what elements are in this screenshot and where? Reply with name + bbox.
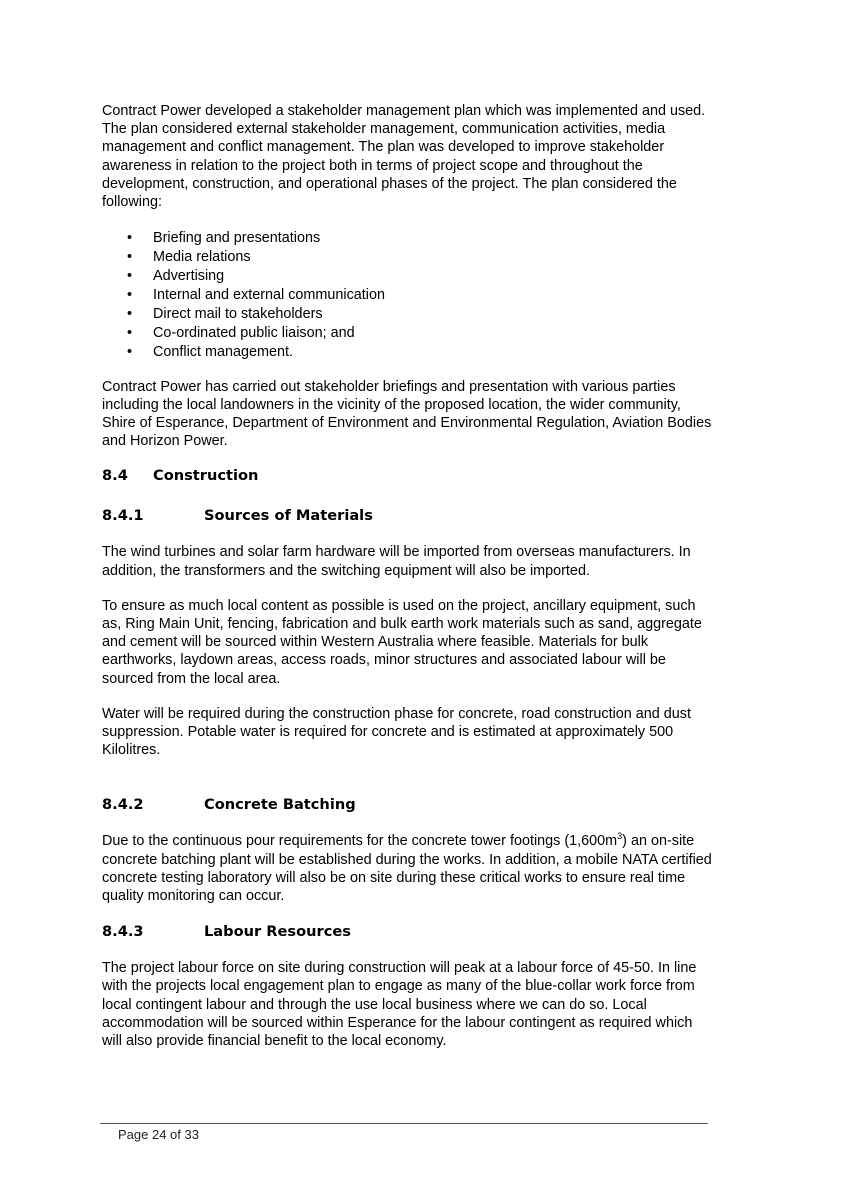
section-number: 8.4.3 [102,923,144,941]
stakeholder-plan-list [102,229,712,361]
bullet-icon: • [127,305,133,322]
section-title: Labour Resources [204,923,351,941]
bullet-icon: • [127,230,133,247]
list-item: • Conflict management. [127,343,293,360]
section-heading-8-4-2 [102,795,712,815]
section-heading-8-4-1 [102,506,712,526]
list-item: • Briefing and presentations [127,230,321,247]
document-page [102,102,712,1050]
list-item: • Advertising [127,268,225,285]
bullet-icon: • [127,324,133,341]
section-title: Sources of Materials [204,507,373,525]
section-heading-8-4-3 [102,922,712,942]
materials-paragraph-2: To ensure as much local content as possible is used on the project, ancillary equipment, such as, Ring Main Unit, fencing, fabrication and bulk earth work materials such as sand, aggregate and cement will be sourced within Western Australia where feasible. Materials for bulk earthworks, laydown areas, access roads, minor structures and associated labour will be sourced from the local area. [102,597,702,687]
materials-paragraph-1: The wind turbines and solar farm hardware will be imported from overseas manufacturers. In addition, the transformers and the switching equipment will also be imported. [102,544,691,579]
bullet-icon: • [127,343,133,360]
bullet-icon: • [127,268,133,285]
materials-paragraph-3: Water will be required during the construction phase for concrete, road construction and dust suppression. Potable water is required for concrete and is estimated at approximately 500 Kilolitres. [102,705,692,759]
bullet-icon: • [127,249,133,266]
superscript-3: 3 [617,831,623,842]
section-number: 8.4.2 [102,796,144,814]
intro-paragraph: Contract Power developed a stakeholder management plan which was implemented and used. The plan considered external stakeholder management, communication activities, media management and conflict management. The plan was developed to improve stakeholder awareness in relation to the project both in terms of project scope and throughout the development, construction, and operational phases of the project. The plan considered the following: [102,103,706,211]
batching-paragraph: Due to the continuous pour requirements for the concrete tower footings $(1,600m^3)$ an on-site concrete batching plant will be established during the works. In addition, a mobile NATA certified concrete testing laboratory will also be on site during these critical works to ensure real time quality monitoring can occur. [102,831,712,905]
page-number: Page 24 of 33 [118,1127,199,1142]
list-item: • Media relations [127,249,251,266]
briefings-paragraph: Contract Power has carried out stakeholder briefings and presentation with various parties including the local landowners in the vicinity of the proposed location, the wider community, Shire of Esperance, Department of Environment and Environmental Regulation, Aviation Bodies and Horizon Power. [102,378,712,450]
list-item: • Internal and external communication [127,286,385,303]
section-number: 8.4.1 [102,507,144,525]
section-title: Construction [153,467,259,485]
labour-paragraph: The project labour force on site during construction will peak at a labour force of 45-50. In line with the projects local engagement plan to engage as many of the blue-collar work force from local contingent labour and through the use local business where we can do so. Local accommodation will be sourced within Esperance for the labour contingent as required which will also provide financial benefit to the local economy. [102,960,697,1050]
list-item: • Direct mail to stakeholders [127,305,323,322]
section-number: 8.4 [102,467,128,485]
bullet-icon: • [127,286,133,303]
list-item: • Co-ordinated public liaison; and [127,324,355,341]
section-title: Concrete Batching [204,796,356,814]
footer-divider [100,1123,708,1124]
section-heading-8-4 [102,466,712,486]
